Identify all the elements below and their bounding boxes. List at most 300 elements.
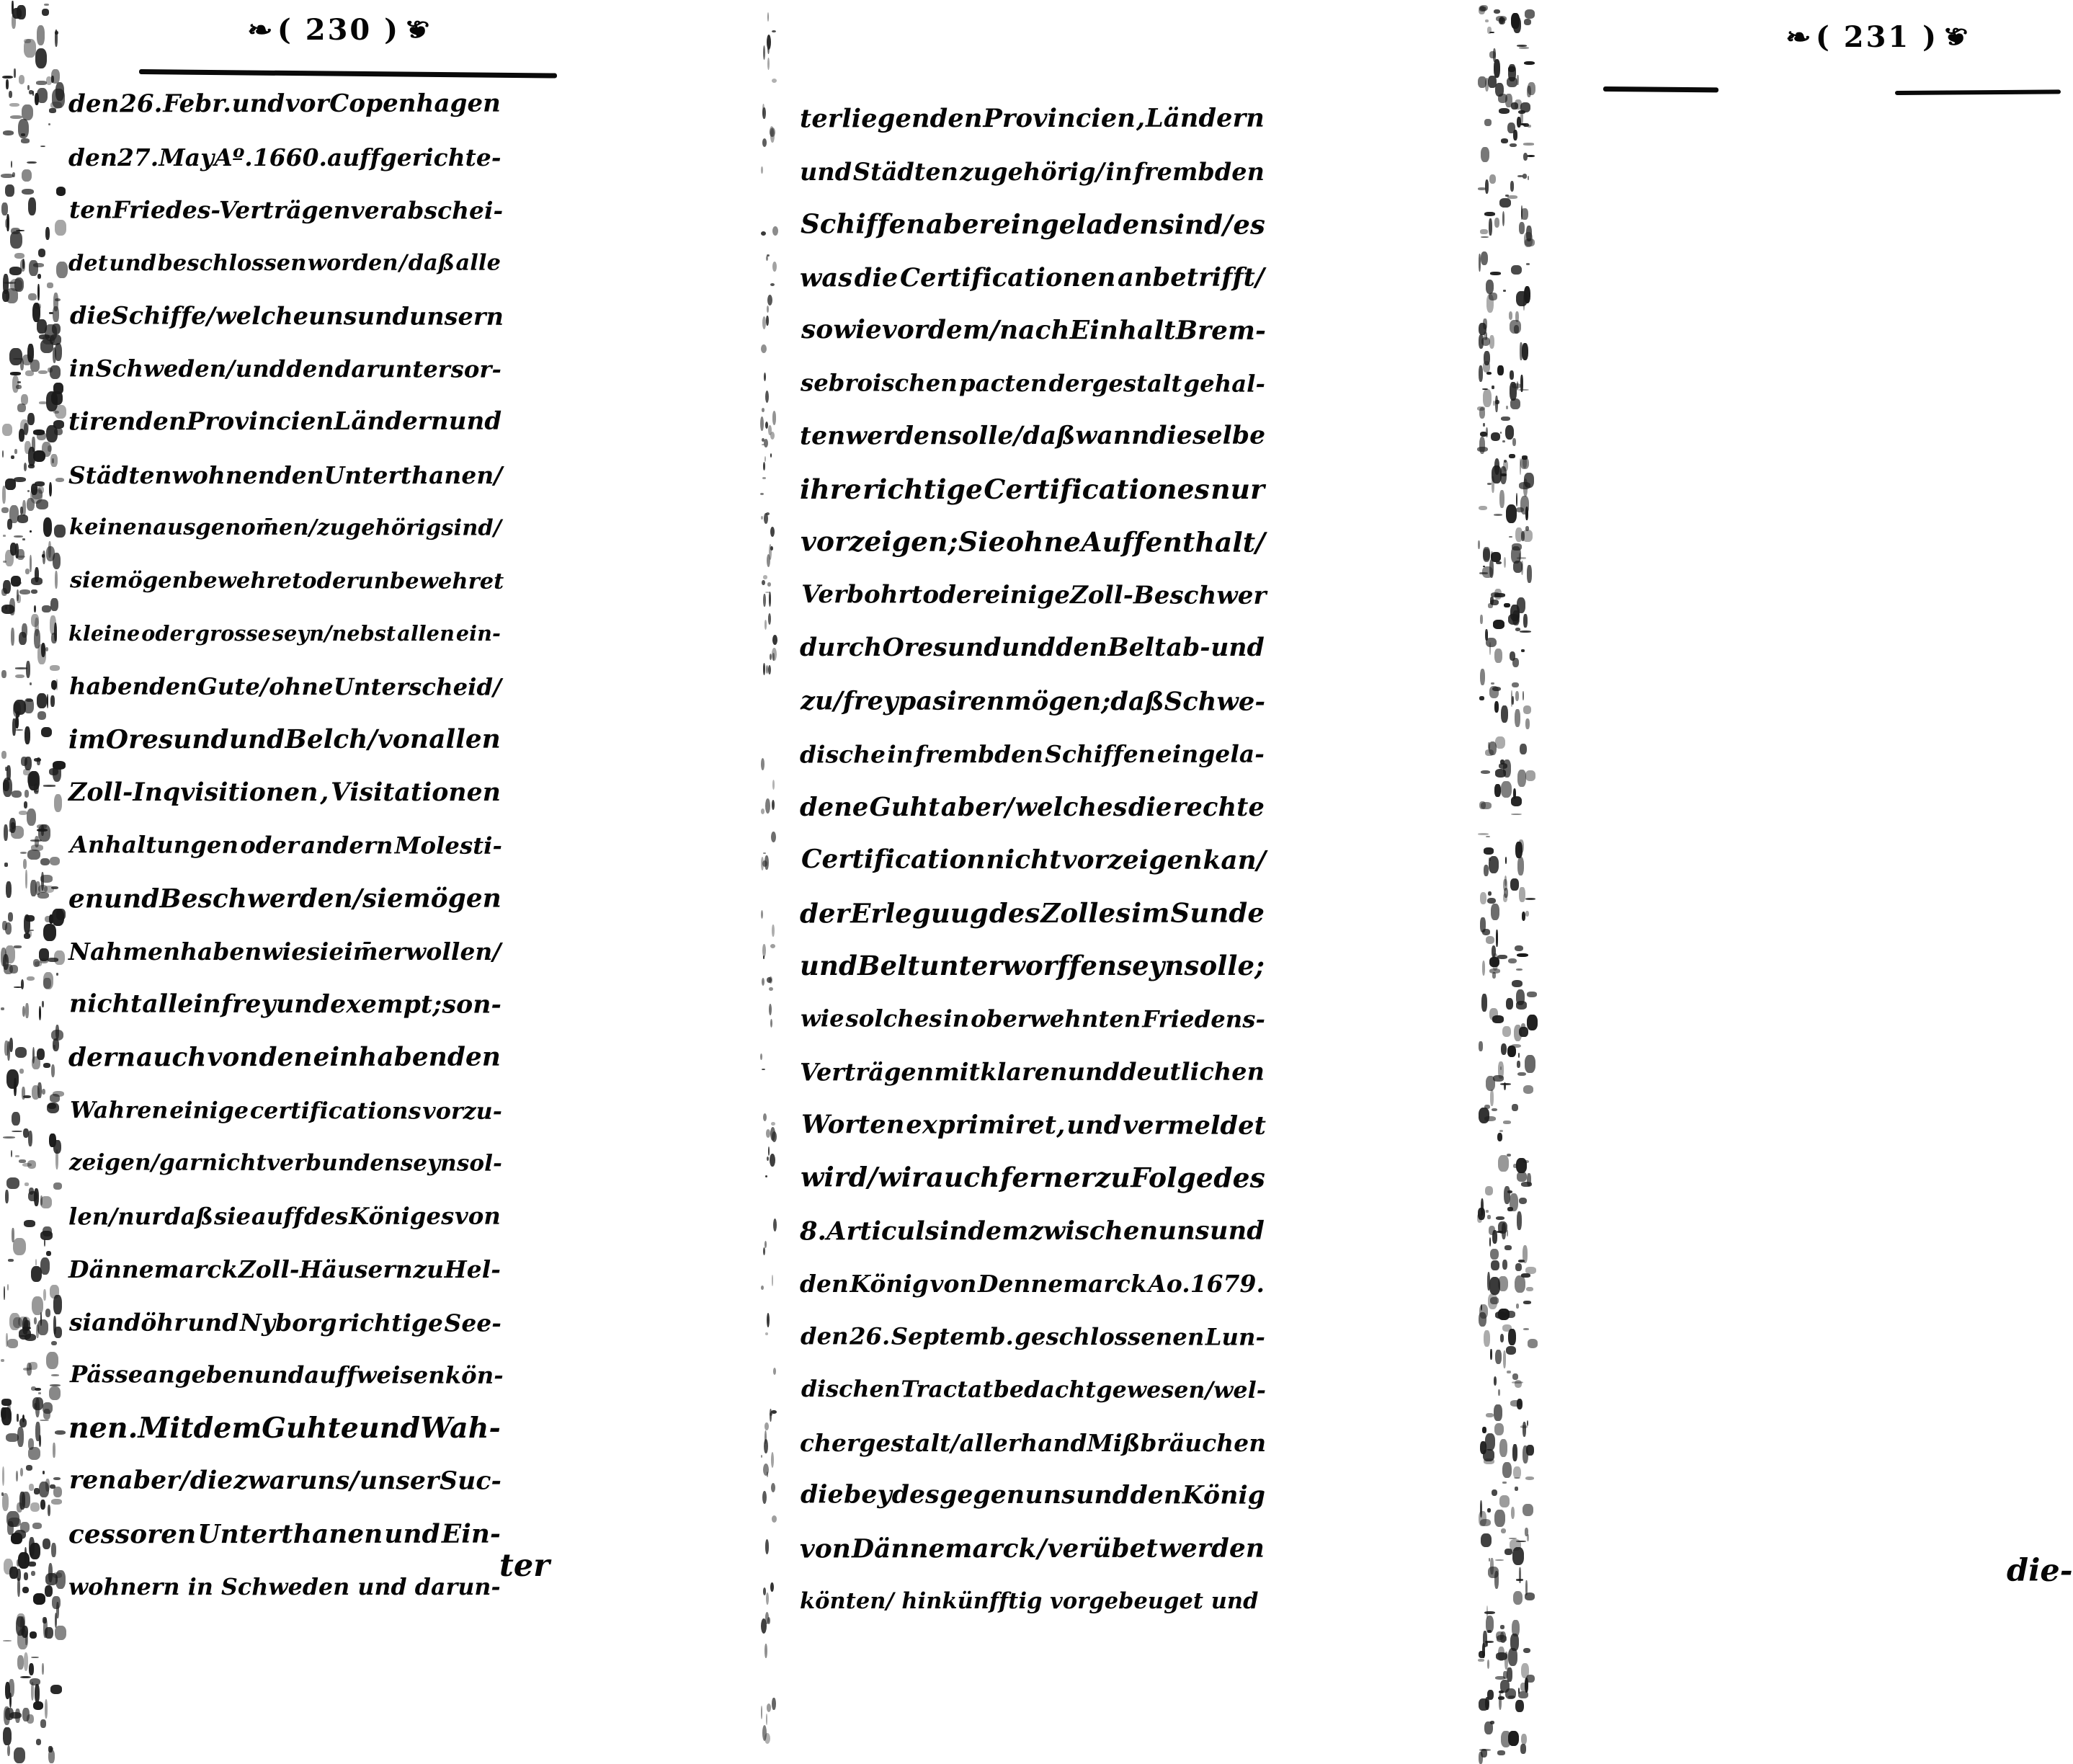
scan-speckle xyxy=(29,1537,35,1557)
scan-speckle xyxy=(31,1266,42,1282)
scan-speckle xyxy=(1525,1476,1534,1480)
scan-speckle xyxy=(764,1430,767,1445)
scan-speckle xyxy=(1523,1422,1526,1437)
scan-speckle xyxy=(1485,19,1489,22)
scan-speckle xyxy=(1511,1044,1522,1048)
scan-speckle xyxy=(1486,638,1497,648)
scan-speckle xyxy=(1,948,6,966)
scan-speckle xyxy=(1507,1190,1512,1193)
scan-speckle xyxy=(1510,398,1520,409)
scan-speckle xyxy=(1525,507,1528,520)
scan-speckle xyxy=(1512,1444,1517,1461)
scan-speckle xyxy=(51,69,59,84)
scan-speckle xyxy=(1515,1487,1518,1491)
scan-speckle xyxy=(1516,989,1525,1005)
scan-speckle xyxy=(1517,1072,1526,1077)
scan-speckle xyxy=(1489,559,1494,578)
scan-speckle xyxy=(1479,6,1485,14)
scan-speckle xyxy=(37,25,45,45)
text-line: sebroischen pacten dergestalt gehal- xyxy=(800,368,1266,398)
scan-speckle xyxy=(1487,1272,1490,1290)
text-line: kleine oder grosse seyn/nebst allen ein- xyxy=(68,621,501,646)
scan-speckle xyxy=(51,391,62,405)
scan-speckle xyxy=(1484,1721,1493,1734)
scan-speckle xyxy=(772,411,777,424)
scan-speckle xyxy=(1515,842,1523,858)
scan-speckle xyxy=(761,1455,762,1458)
scan-speckle xyxy=(1515,691,1519,701)
scan-speckle xyxy=(761,808,764,814)
scan-speckle xyxy=(15,674,24,679)
scan-speckle xyxy=(8,1518,21,1527)
scan-speckle xyxy=(1507,1154,1512,1157)
scan-speckle xyxy=(1489,1226,1495,1234)
scan-speckle xyxy=(1484,119,1492,126)
scan-speckle xyxy=(5,219,8,228)
scan-speckle xyxy=(21,394,28,405)
scan-speckle xyxy=(1483,389,1492,407)
scan-speckle xyxy=(1501,1528,1507,1533)
scan-speckle xyxy=(2,486,6,504)
scan-speckle xyxy=(1494,1423,1504,1435)
scan-speckle xyxy=(1526,226,1532,241)
scan-speckle xyxy=(1514,1025,1522,1042)
scan-speckle xyxy=(42,442,51,456)
scan-speckle xyxy=(1482,1643,1485,1658)
scan-speckle xyxy=(1505,1688,1516,1700)
scan-speckle xyxy=(43,924,56,942)
scan-speckle xyxy=(767,58,770,70)
scan-speckle xyxy=(17,594,21,603)
scan-speckle xyxy=(30,930,34,931)
scan-speckle xyxy=(1517,557,1526,559)
scan-speckle xyxy=(7,1284,9,1291)
scan-speckle xyxy=(768,425,772,435)
ornament-left-icon: ❧ xyxy=(247,15,269,45)
text-line: Certification nicht vorzeigen kan/ xyxy=(801,844,1267,876)
scan-speckle xyxy=(1493,401,1495,406)
scan-speckle xyxy=(23,1368,31,1371)
scan-speckle xyxy=(1494,1376,1497,1386)
scan-speckle xyxy=(1527,565,1532,583)
scan-speckle xyxy=(19,429,24,442)
scan-speckle xyxy=(1494,784,1501,797)
scan-speckle xyxy=(762,138,767,147)
scan-speckle xyxy=(33,263,44,267)
scan-speckle xyxy=(1523,1245,1528,1262)
scan-speckle xyxy=(762,477,766,479)
scan-speckle xyxy=(1520,111,1523,125)
scan-speckle xyxy=(1500,1625,1505,1629)
scan-speckle xyxy=(8,1259,14,1262)
scan-speckle xyxy=(765,592,770,593)
scan-speckle xyxy=(771,832,776,842)
text-line: det und beschlossen worden / daß alle xyxy=(68,249,501,276)
scan-speckle xyxy=(29,1362,37,1370)
scan-speckle xyxy=(1518,1260,1525,1262)
scan-speckle xyxy=(24,790,29,798)
scan-speckle xyxy=(1509,536,1512,538)
scan-speckle xyxy=(53,1316,56,1335)
scan-speckle xyxy=(20,419,29,435)
scan-speckle xyxy=(24,1320,30,1331)
scan-speckle xyxy=(6,765,10,780)
scan-speckle xyxy=(15,729,23,731)
right-page-number: ( 231 ) xyxy=(1815,20,1939,54)
scan-speckle xyxy=(23,769,30,775)
scan-speckle xyxy=(40,958,48,964)
text-line: was die Certificationen anbetrifft/ xyxy=(799,262,1265,293)
scan-speckle xyxy=(25,370,34,376)
scan-speckle xyxy=(54,794,62,812)
text-line: vorzeigen; Sie ohne Auffenthalt/ xyxy=(800,525,1266,558)
scan-speckle xyxy=(1483,1449,1494,1461)
scan-speckle xyxy=(9,91,12,98)
right-page xyxy=(799,0,2073,1752)
scan-speckle xyxy=(28,1447,40,1460)
scan-speckle xyxy=(1480,1519,1491,1527)
scan-speckle xyxy=(24,1220,35,1227)
scan-speckle xyxy=(31,1571,35,1576)
scan-speckle xyxy=(39,401,47,404)
scan-speckle xyxy=(1487,1690,1494,1700)
scan-speckle xyxy=(55,1626,66,1640)
scan-speckle xyxy=(16,556,25,558)
scan-speckle xyxy=(1501,138,1509,143)
scan-speckle xyxy=(1504,1652,1508,1670)
scan-speckle xyxy=(26,1465,32,1471)
scan-speckle xyxy=(33,959,40,967)
scan-speckle xyxy=(35,93,39,105)
scan-speckle xyxy=(22,500,26,516)
scan-speckle xyxy=(40,1257,50,1275)
scan-speckle xyxy=(1510,1539,1520,1551)
scan-speckle xyxy=(1500,1083,1511,1085)
scan-speckle xyxy=(1510,1193,1518,1211)
scan-speckle xyxy=(1486,1641,1487,1647)
scan-speckle xyxy=(1486,836,1490,837)
scan-speckle xyxy=(1491,551,1493,560)
scan-speckle xyxy=(40,1420,49,1422)
scan-speckle xyxy=(767,1157,769,1161)
scan-speckle xyxy=(9,1567,17,1579)
scan-speckle xyxy=(1523,1446,1528,1463)
scan-speckle xyxy=(34,783,38,794)
scan-speckle xyxy=(35,1259,37,1265)
scan-speckle xyxy=(1487,27,1492,34)
scan-speckle xyxy=(15,716,19,729)
scan-speckle xyxy=(1528,176,1529,180)
scan-speckle xyxy=(767,582,771,586)
scan-speckle xyxy=(1486,1616,1494,1633)
scan-speckle xyxy=(1492,476,1494,493)
scan-speckle xyxy=(54,950,64,965)
scan-speckle xyxy=(22,1317,28,1335)
scan-speckle xyxy=(768,613,772,625)
scan-speckle xyxy=(1505,1311,1515,1317)
scan-speckle xyxy=(55,298,61,301)
scan-speckle xyxy=(1520,496,1529,514)
scan-speckle xyxy=(1510,382,1517,400)
scan-speckle xyxy=(32,1085,40,1099)
scan-speckle xyxy=(1512,658,1519,667)
scan-speckle xyxy=(37,1319,48,1335)
scan-speckle xyxy=(764,1733,770,1744)
scan-speckle xyxy=(1479,1108,1489,1123)
scan-speckle xyxy=(50,1094,60,1102)
scan-speckle xyxy=(1481,1304,1483,1311)
scan-speckle xyxy=(2,1493,9,1510)
scan-speckle xyxy=(22,1626,29,1638)
scan-speckle xyxy=(32,1047,35,1064)
scan-speckle xyxy=(22,104,33,120)
scan-speckle xyxy=(24,1334,36,1341)
scan-speckle xyxy=(1525,1528,1528,1536)
scan-speckle xyxy=(40,1719,45,1728)
scan-speckle xyxy=(762,1069,765,1070)
scan-speckle xyxy=(37,284,40,300)
text-line: Dännemarck Zoll-Häusern zu Hel- xyxy=(68,1255,501,1283)
scan-speckle xyxy=(3,780,9,791)
scan-speckle xyxy=(53,306,59,323)
scan-speckle xyxy=(12,718,15,736)
scan-speckle xyxy=(1510,181,1514,191)
scan-speckle xyxy=(1486,332,1487,340)
scan-speckle xyxy=(14,277,24,293)
scan-speckle xyxy=(22,1708,30,1721)
scan-speckle xyxy=(1522,343,1528,360)
scan-speckle xyxy=(17,1629,28,1649)
scan-speckle xyxy=(1517,1399,1523,1409)
scan-speckle xyxy=(1492,466,1502,484)
scan-speckle xyxy=(772,79,777,83)
scan-speckle xyxy=(48,958,58,962)
scan-speckle xyxy=(42,1001,44,1007)
scan-speckle xyxy=(50,1384,61,1386)
scan-speckle xyxy=(14,1747,25,1763)
scan-speckle xyxy=(14,68,15,77)
scan-speckle xyxy=(36,499,49,509)
scan-speckle xyxy=(1479,1304,1489,1319)
scan-speckle xyxy=(1525,526,1529,531)
scan-speckle xyxy=(1528,1339,1538,1348)
scan-speckle xyxy=(37,1048,45,1060)
scan-speckle xyxy=(1,1407,12,1425)
scan-speckle xyxy=(9,1313,20,1331)
scan-speckle xyxy=(767,1313,770,1328)
scan-speckle xyxy=(1494,649,1502,663)
scan-speckle xyxy=(30,1631,37,1639)
scan-speckle xyxy=(45,1699,48,1719)
scan-speckle xyxy=(1513,1591,1523,1605)
scan-speckle xyxy=(40,1196,51,1208)
scan-speckle xyxy=(42,1089,45,1095)
scan-speckle xyxy=(770,1019,772,1028)
scan-speckle xyxy=(1510,370,1514,380)
scan-speckle xyxy=(1509,1538,1517,1539)
scan-speckle xyxy=(1491,592,1500,597)
scan-speckle xyxy=(22,1087,25,1100)
scan-speckle xyxy=(1487,1508,1491,1513)
scan-speckle xyxy=(1493,1075,1504,1082)
scan-speckle xyxy=(13,1238,26,1256)
scan-speckle xyxy=(8,912,13,922)
scan-speckle xyxy=(17,514,28,523)
scan-speckle xyxy=(19,1335,28,1337)
scan-speckle xyxy=(1508,958,1517,964)
scan-speckle xyxy=(767,306,769,313)
scan-speckle xyxy=(1523,614,1528,628)
scan-speckle xyxy=(17,1569,21,1581)
scan-speckle xyxy=(1479,407,1486,418)
scan-speckle xyxy=(31,1682,35,1700)
scan-speckle xyxy=(1481,337,1491,346)
scan-speckle xyxy=(1527,992,1537,997)
scan-speckle xyxy=(1517,1211,1522,1230)
scan-speckle xyxy=(9,829,14,832)
scan-speckle xyxy=(1503,894,1507,902)
scan-speckle xyxy=(28,771,39,790)
scan-speckle xyxy=(7,1745,10,1757)
scan-speckle xyxy=(1491,552,1501,562)
scan-speckle xyxy=(1519,1027,1528,1037)
scan-speckle xyxy=(1502,1026,1511,1037)
scan-speckle xyxy=(19,1418,27,1428)
scan-speckle xyxy=(1506,998,1513,1010)
scan-speckle xyxy=(1494,59,1500,78)
scan-speckle xyxy=(1486,1210,1489,1213)
scan-speckle xyxy=(37,711,46,720)
scan-speckle xyxy=(39,1006,42,1020)
scan-speckle xyxy=(9,818,16,833)
scan-speckle xyxy=(17,549,24,560)
scan-speckle xyxy=(767,12,769,22)
scan-speckle xyxy=(769,1004,772,1016)
scan-speckle xyxy=(5,478,16,489)
text-line: den König von Dennemarck Ao.1679. xyxy=(800,1270,1265,1298)
scan-speckle xyxy=(1479,365,1483,382)
scan-speckle xyxy=(765,798,770,814)
scan-speckle xyxy=(55,1025,59,1039)
scan-speckle xyxy=(49,312,53,313)
scan-speckle xyxy=(28,464,35,468)
scan-speckle xyxy=(1508,614,1520,625)
scan-speckle xyxy=(762,944,766,957)
scan-speckle xyxy=(1523,705,1531,714)
scan-speckle xyxy=(766,512,770,515)
scan-speckle xyxy=(3,1640,12,1642)
scan-speckle xyxy=(1515,1263,1522,1271)
scan-speckle xyxy=(27,808,37,827)
scan-speckle xyxy=(1,507,9,513)
scan-speckle xyxy=(28,1438,34,1450)
scan-speckle xyxy=(1486,1605,1489,1619)
scan-speckle xyxy=(1517,175,1523,177)
scan-speckle xyxy=(50,1747,53,1750)
scan-speckle xyxy=(1499,1690,1504,1693)
scan-speckle xyxy=(1521,1734,1527,1745)
scan-speckle xyxy=(1521,649,1525,652)
scan-speckle xyxy=(25,870,27,888)
scan-speckle xyxy=(24,1652,29,1671)
scan-speckle xyxy=(1500,1631,1506,1643)
scan-speckle xyxy=(767,254,770,257)
scan-speckle xyxy=(1500,432,1502,434)
scan-speckle xyxy=(1506,504,1517,523)
scan-speckle xyxy=(1486,427,1488,437)
scan-speckle xyxy=(56,1602,59,1618)
scan-speckle xyxy=(50,615,56,635)
scan-speckle xyxy=(4,282,17,284)
text-line: durch Oresund und den Belt ab- und xyxy=(800,633,1265,662)
scan-speckle xyxy=(25,915,35,922)
scan-speckle xyxy=(1496,1652,1507,1660)
scan-speckle xyxy=(16,582,22,584)
scan-speckle xyxy=(770,527,775,538)
text-line: dischen Tractat bedacht gewesen/wel- xyxy=(801,1376,1267,1404)
scan-speckle xyxy=(43,1402,53,1414)
scan-speckle xyxy=(1528,125,1531,128)
scan-speckle xyxy=(20,259,25,272)
scan-speckle xyxy=(47,1102,59,1114)
scan-speckle xyxy=(1,670,6,679)
scan-speckle xyxy=(765,1332,768,1335)
scan-speckle xyxy=(47,282,53,288)
scan-speckle xyxy=(762,444,765,446)
scan-speckle xyxy=(27,772,38,786)
scan-speckle xyxy=(1521,1023,1525,1030)
scan-speckle xyxy=(1485,749,1494,756)
scan-speckle xyxy=(1506,406,1508,409)
scan-speckle xyxy=(43,335,55,344)
scan-speckle xyxy=(14,1078,17,1096)
scan-speckle xyxy=(1522,455,1528,459)
scan-speckle xyxy=(31,845,43,851)
scan-speckle xyxy=(18,119,29,139)
scan-speckle xyxy=(1479,696,1484,700)
scan-speckle xyxy=(1525,718,1530,729)
scan-speckle xyxy=(6,214,9,231)
scan-speckle xyxy=(1,1359,4,1363)
scan-speckle xyxy=(763,462,766,471)
scan-speckle xyxy=(50,695,54,707)
scan-speckle xyxy=(7,1339,18,1348)
scan-speckle xyxy=(51,1499,62,1505)
scan-speckle xyxy=(1495,769,1506,777)
scan-speckle xyxy=(1495,1676,1505,1680)
scan-speckle xyxy=(1481,802,1492,809)
scan-speckle xyxy=(1504,603,1510,607)
scan-speckle xyxy=(50,454,57,467)
scan-speckle xyxy=(1512,696,1514,705)
scan-speckle xyxy=(1484,331,1486,340)
scan-speckle xyxy=(17,1655,24,1670)
scan-speckle xyxy=(52,324,61,335)
scan-speckle xyxy=(35,567,39,582)
scan-speckle xyxy=(9,598,15,615)
scan-speckle xyxy=(53,1045,55,1049)
scan-speckle xyxy=(51,76,54,83)
scan-speckle xyxy=(17,1502,22,1513)
scan-speckle xyxy=(35,618,39,637)
scan-speckle xyxy=(19,1492,24,1510)
scan-speckle xyxy=(12,8,22,18)
scan-speckle xyxy=(17,381,21,383)
text-line: wie solches in oberwehnten Friedens- xyxy=(800,1004,1266,1033)
scan-speckle xyxy=(1527,1015,1538,1030)
scan-speckle xyxy=(765,391,769,404)
scan-speckle xyxy=(52,89,64,107)
